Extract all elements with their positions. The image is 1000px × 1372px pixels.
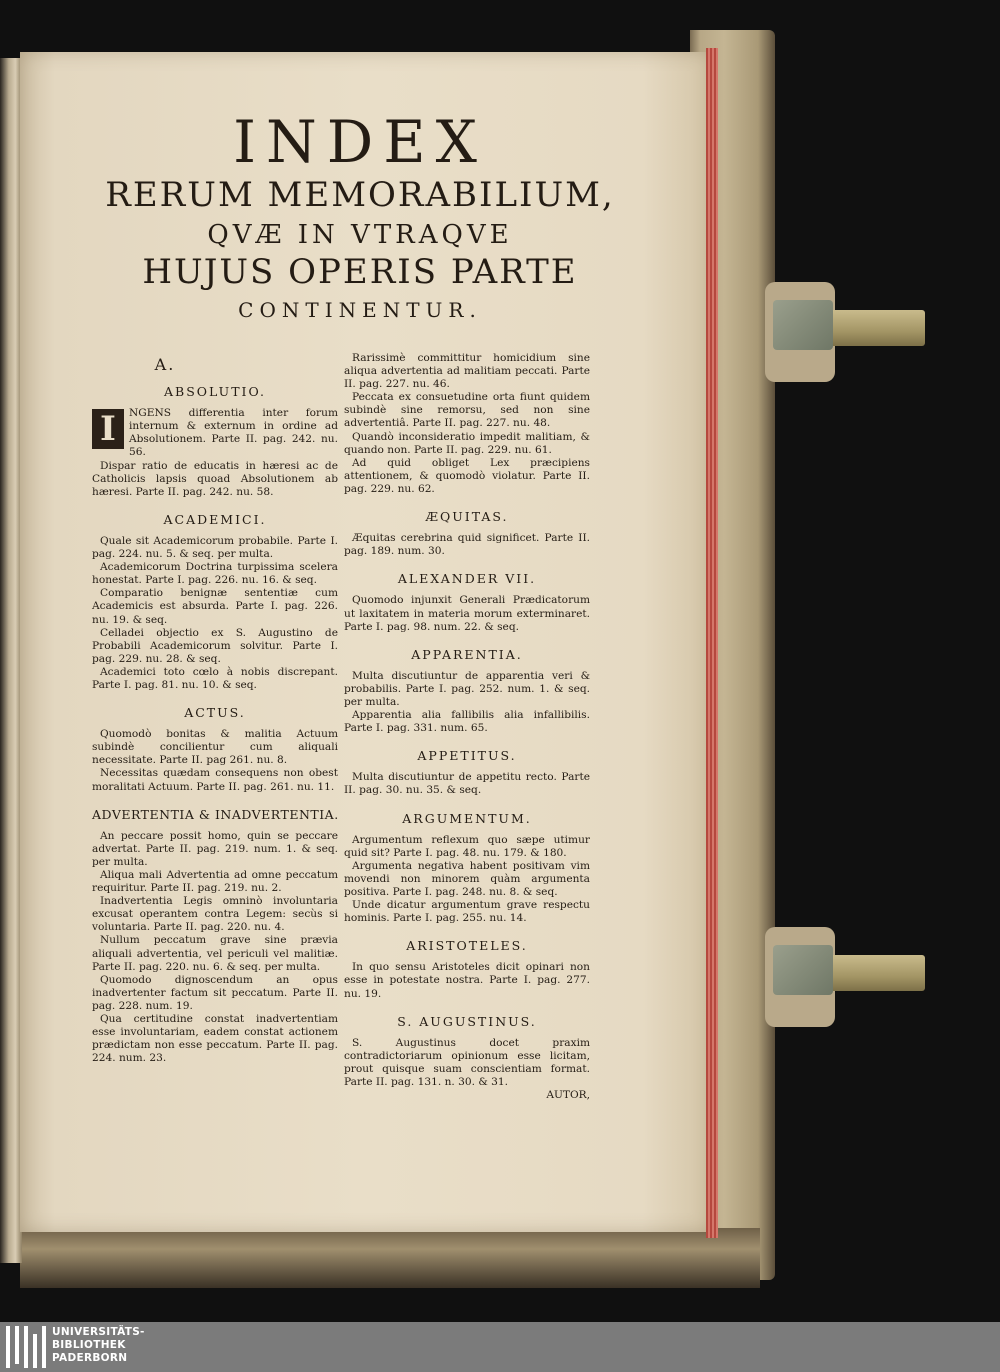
- heading-absolutio: ABSOLUTIO.: [164, 384, 266, 400]
- index-entry: Apparentia alia fallibilis alia infallibilis. Parte I. pag. 331. num. 65.: [344, 709, 590, 735]
- clasp-plate: [773, 945, 833, 995]
- decorated-initial: I: [92, 409, 124, 449]
- heading-apparentia: APPARENTIA.: [411, 646, 523, 662]
- logo-line-2: BIBLIOTHEK: [52, 1339, 126, 1351]
- index-entry: Ad quid obliget Lex præcipiens attentionem, & quomodò violatur. Parte II. pag. 229. nu. 62.: [344, 456, 590, 495]
- heading-appetitus: APPETITUS.: [417, 748, 517, 764]
- section-letter: A.: [154, 355, 176, 374]
- index-entry: Multa discutiuntur de apparentia veri & probabilis. Parte I. pag. 252. num. 1. & seq. per multa.: [344, 669, 590, 708]
- heading-aequitas: ÆQUITAS.: [425, 509, 509, 525]
- title-line-4: CONTINENTUR.: [238, 298, 482, 322]
- logo-line-1: UNIVERSITÄTS-: [52, 1326, 145, 1338]
- index-entry: Argumentum reflexum quo sæpe utimur quid sit? Parte I. pag. 48. nu. 179. & 180.: [344, 833, 590, 859]
- left-page-edge: [0, 58, 22, 1263]
- index-entry: Dispar ratio de educatis in hæresi ac de Catholicis lapsis quoad Absolutionem ab hæresi. Parte II. pag. 242. nu. 58.: [92, 459, 338, 498]
- title-line-2: QVÆ IN VTRAQVE: [207, 220, 513, 250]
- upper-clasp: [765, 300, 915, 360]
- title-line-1: RERUM MEMORABILIUM,: [105, 175, 615, 215]
- index-entry: Quomodo injunxit Generali Prædicatorum ut laxitatem in materia morum exterminaret. Parte I. pag. 98. num. 22. & seq.: [344, 594, 590, 633]
- index-entry: Academici toto cœlo à nobis discrepant. Parte I. pag. 81. nu. 10. & seq.: [92, 665, 338, 691]
- lower-clasp: [765, 945, 915, 1005]
- heading-advertentia: ADVERTENTIA & INADVERTENTIA.: [92, 806, 339, 822]
- red-page-edges: [706, 48, 718, 1238]
- index-entry: Quomodò bonitas & malitia Actuum subindè concilientur cum aliquali necessitate. Parte II. pag 261. nu. 8.: [92, 728, 338, 767]
- index-entry: In quo sensu Aristoteles dicit opinari non esse in potestate nostra. Parte I. pag. 277. nu. 19.: [344, 961, 590, 1000]
- right-column: [344, 352, 590, 1102]
- library-logo-text: [52, 1326, 145, 1365]
- index-entry: An peccare possit homo, quin se peccare advertat. Parte II. pag. 219. num. 1. & seq. per multa.: [92, 829, 338, 868]
- index-entry: Inadvertentia Legis omninò involuntaria excusat operantem contra Legem: secùs si voluntaria. Parte II. pag. 220. nu. 4.: [92, 895, 338, 934]
- clasp-plate: [773, 300, 833, 350]
- title-line-3: HUJUS OPERIS PARTE: [142, 252, 578, 292]
- index-entry: Celladei objectio ex S. Augustino de Probabili Academicorum solvitur. Parte I. pag. 229. nu. 28. & seq.: [92, 626, 338, 665]
- catchword: AUTOR,: [546, 1089, 590, 1102]
- index-entry: Nullum peccatum grave sine prævia aliquali advertentia, vel periculi vel malitiæ. Parte II. pag. 220. nu. 6. & seq. per multa.: [92, 934, 338, 973]
- heading-augustinus: S. AUGUSTINUS.: [397, 1013, 537, 1029]
- library-logo-icon: [6, 1326, 46, 1368]
- footer-bar: [0, 1322, 1000, 1372]
- index-entry: Comparatio benignæ sententiæ cum Academicis est absurda. Parte I. pag. 226. nu. 19. & seq.: [92, 587, 338, 626]
- index-entry: Qua certitudine constat inadvertentiam esse involuntariam, eadem constat actionem prædictam non esse peccatum. Parte II. pag. 224. num. 23.: [92, 1013, 338, 1065]
- heading-alexander: ALEXANDER VII.: [397, 571, 537, 587]
- heading-actus: ACTUS.: [184, 705, 246, 721]
- index-entry: Quomodo dignoscendum an opus inadvertenter factum sit peccatum. Parte II. pag. 228. num. 19.: [92, 973, 338, 1012]
- index-entry: Rarissimè committitur homicidium sine aliqua advertentia ad malitiam peccati. Parte II. pag. 227. nu. 46.: [344, 352, 590, 391]
- index-entry: Argumenta negativa habent positivam vim movendi non minorem quàm argumenta positiva. Parte I. pag. 248. nu. 8. & seq.: [344, 859, 590, 898]
- logo-line-3: PADERBORN: [52, 1352, 128, 1364]
- left-column: [92, 352, 338, 1065]
- heading-argumentum: ARGUMENTUM.: [402, 810, 532, 826]
- index-entry: Æquitas cerebrina quid significet. Parte II. pag. 189. num. 30.: [344, 532, 590, 558]
- page-block-bottom: [20, 1228, 760, 1288]
- index-title: INDEX: [233, 108, 487, 176]
- heading-academici: ACADEMICI.: [163, 511, 267, 527]
- index-entry: Necessitas quædam consequens non obest moralitati Actuum. Parte II. pag. 261. nu. 11.: [92, 767, 338, 793]
- index-entry: S. Augustinus docet praxim contradictoriarum opinionum esse licitam, prout quisque suam conscientiam format. Parte II. pag. 131. n. 30. & 31.: [344, 1036, 590, 1089]
- index-entry: Academicorum Doctrina turpissima scelera honestat. Parte I. pag. 226. nu. 16. & seq.: [92, 561, 338, 587]
- index-entry: Peccata ex consuetudine orta fiunt quidem subindè sine remorsu, sed non sine advertentiâ. Parte II. pag. 227. nu. 48.: [344, 391, 590, 430]
- heading-aristoteles: ARISTOTELES.: [406, 938, 528, 954]
- index-entry: I NGENS differentia inter forum internum & externum in ordine ad Absolutionem. Parte II. pag. 242. nu. 56.: [92, 407, 338, 459]
- index-entry: Quale sit Academicorum probabile. Parte I. pag. 224. nu. 5. & seq. per multa.: [92, 534, 338, 561]
- index-entry: Aliqua mali Advertentia ad omne peccatum requiritur. Parte II. pag. 219. nu. 2.: [92, 869, 338, 895]
- index-entry: Quandò inconsideratio impedit malitiam, & quando non. Parte II. pag. 229. nu. 61.: [344, 430, 590, 456]
- index-entry: Unde dicatur argumentum grave respectu hominis. Parte I. pag. 255. nu. 14.: [344, 899, 590, 925]
- index-entry: Multa discutiuntur de appetitu recto. Parte II. pag. 30. nu. 35. & seq.: [344, 771, 590, 797]
